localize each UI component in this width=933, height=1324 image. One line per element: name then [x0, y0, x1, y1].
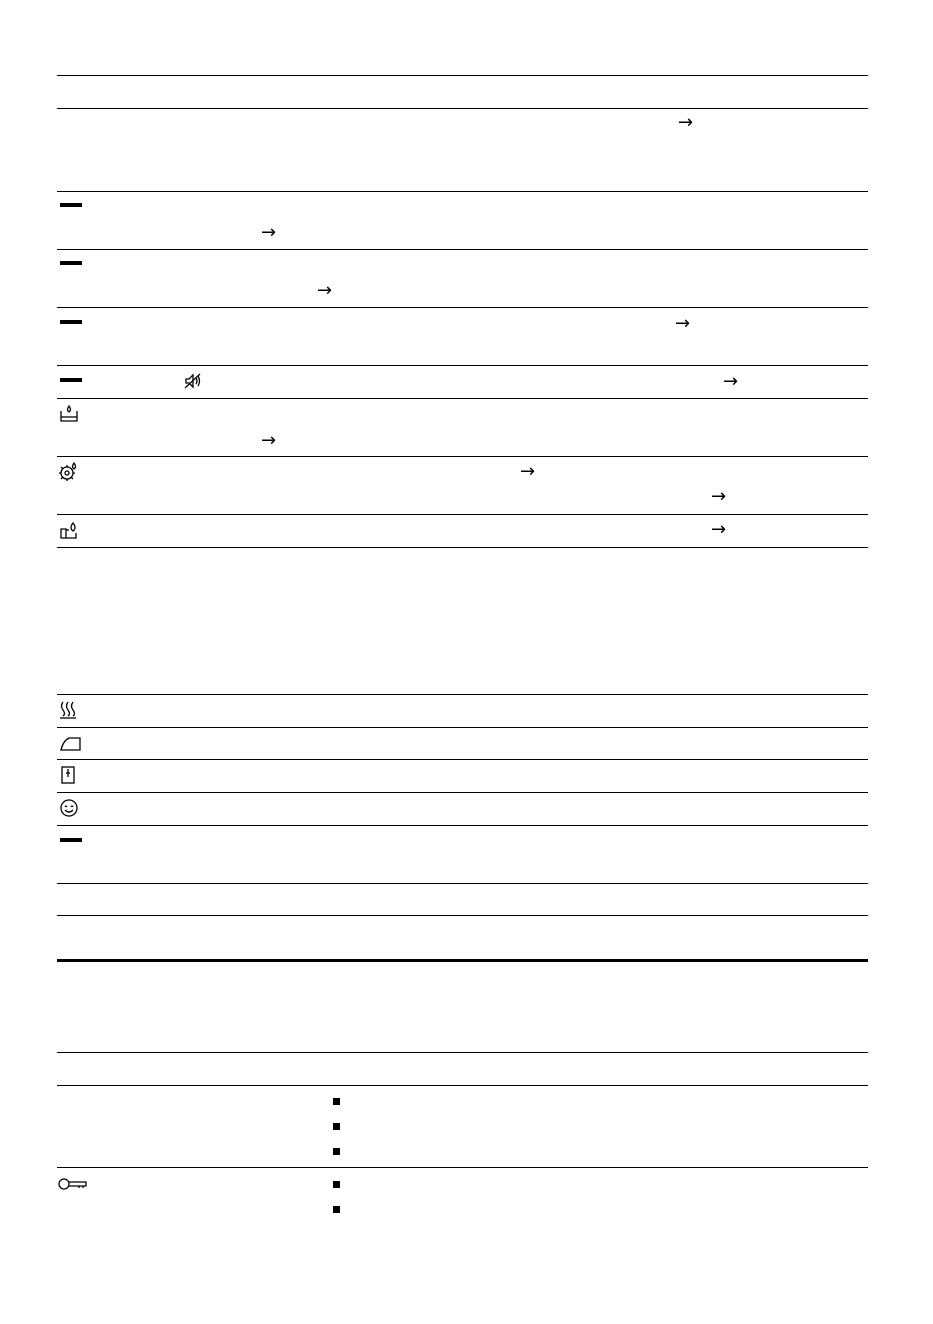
arrow-glyph: → [678, 112, 694, 133]
arrow-glyph: → [317, 280, 333, 301]
arrow-glyph: → [675, 313, 691, 334]
table-rule [57, 191, 868, 192]
iron-icon [59, 733, 83, 753]
table-rule [57, 1052, 868, 1053]
table-rule [57, 398, 868, 399]
bullet-square-icon [333, 1123, 340, 1130]
key-icon [58, 1176, 88, 1192]
table-rule [57, 694, 868, 695]
arrow-glyph: → [520, 461, 536, 482]
table-rule [57, 1167, 868, 1168]
dash-icon [60, 261, 82, 265]
table-rule [57, 307, 868, 308]
door-icon [60, 765, 76, 785]
dash-icon [60, 203, 82, 207]
table-rule [57, 727, 868, 728]
water-drop-basin-icon [59, 404, 79, 424]
smiley-icon [59, 798, 79, 818]
table-rule [57, 915, 868, 916]
table-rule [57, 825, 868, 826]
table-rule [57, 249, 868, 250]
table-rule [57, 883, 868, 884]
table-rule [57, 456, 868, 457]
bullet-square-icon [333, 1206, 340, 1213]
arrow-glyph: → [711, 486, 727, 507]
table-rule [57, 108, 868, 109]
hand-drop-icon [59, 520, 79, 540]
dash-icon [60, 838, 82, 842]
dash-icon [60, 320, 82, 324]
gear-drop-icon [59, 462, 79, 482]
table-rule [57, 792, 868, 793]
table-rule [57, 365, 868, 366]
table-rule [57, 1085, 868, 1086]
arrow-glyph: → [261, 222, 277, 243]
steam-heat-icon [59, 700, 77, 720]
arrow-glyph: → [723, 371, 739, 392]
table-rule [57, 514, 868, 515]
table-rule [57, 759, 868, 760]
arrow-glyph: → [261, 430, 277, 451]
table-rule [57, 547, 868, 548]
table-rule [57, 75, 868, 76]
dash-icon [60, 378, 82, 382]
bullet-square-icon [333, 1098, 340, 1105]
bullet-square-icon [333, 1181, 340, 1188]
section-divider [57, 959, 868, 962]
arrow-glyph: → [711, 519, 727, 540]
bullet-square-icon [333, 1148, 340, 1155]
mute-icon [184, 372, 202, 390]
